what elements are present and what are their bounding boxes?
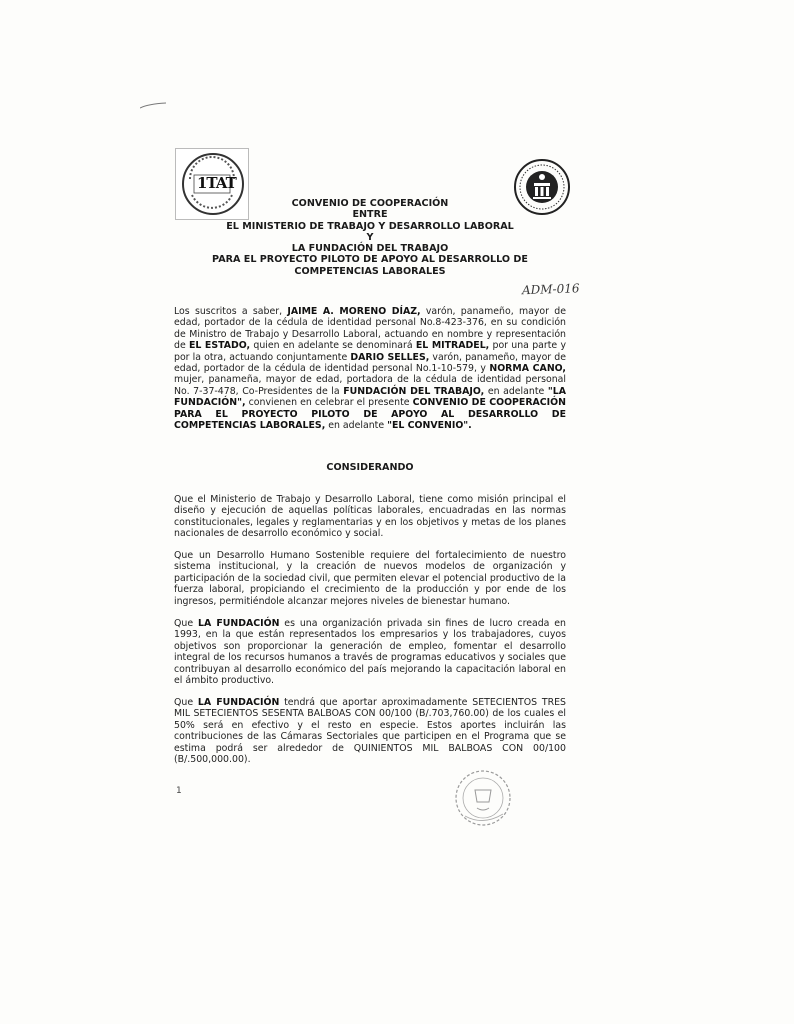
title-line: ENTRE [352, 209, 388, 221]
scan-artifact-icon [140, 102, 166, 110]
considerando-paragraph-3: Que LA FUNDACIÓN es una organización privada sin fines de lucro creada en 1993, en la que están representados los empresarios y los trabajadores, cuyos objetivos son proporcionar la generación de empleo, fomentar el desarrollo integral de los recursos humanos a través de programas educativos y sociales que contribuyan al desarrollo económico del país mejorando la capacitación laboral en el ámbito productivo. [174, 618, 566, 687]
title-line: CONVENIO DE COOPERACIÓN [291, 198, 449, 209]
fundacion-logo-icon: 1TAT [175, 148, 249, 220]
considerando-paragraph-1: Que el Ministerio de Trabajo y Desarrollo Laboral, tiene como misión principal el diseño y ejecución de aquellas políticas laborales, encuadradas en las normas constitucionales, legales y reglamentarias y en los objetivos y metas de los planes nacionales de desarrollo económico y social. [174, 494, 566, 540]
section-heading: CONSIDERANDO [326, 462, 414, 473]
considerando-paragraph-2: Que un Desarrollo Humano Sostenible requiere del fortalecimiento de nuestro sistema institucional, y la creación de nuevos modelos de organización y participación de la sociedad civil, que permiten elevar el potencial productivo de la fuerza laboral, propiciando el crecimiento de la producción y por ende de los ingresos, permitiéndole alcanzar mejores niveles de bienestar humano. [174, 550, 566, 607]
title-line: Y [366, 231, 374, 243]
title-line: EL MINISTERIO DE TRABAJO Y DESARROLLO LABORAL [226, 220, 514, 232]
title-line: PARA EL PROYECTO PILOTO DE APOYO AL DESARROLLO DE [212, 254, 528, 266]
handwritten-annotation: ADM-016 [521, 281, 580, 298]
title-line: LA FUNDACIÓN DEL TRABAJO [291, 243, 449, 255]
considerando-paragraph-4: Que LA FUNDACIÓN tendrá que aportar aproximadamente SETECIENTOS TRES MIL SETECIENTOS SESENTA BALBOAS CON 00/100 (B/.703,760.00) de los cuales el 50% será en efectivo y el resto en especie. Estos aportes incluirán las contribuciones de las Cámaras Sectoriales que participen en el Programa que se estima podrá ser alrededor de QUINIENTOS MIL BALBOAS CON 00/100 (B/.500,000.00). [174, 697, 566, 766]
title-line: COMPETENCIAS LABORALES [294, 265, 446, 277]
page-mark: 1 [176, 786, 182, 796]
document-title-block [200, 198, 540, 277]
intro-paragraph: Los suscritos a saber, JAIME A. MORENO DÍAZ, varón, panameño, mayor de edad, portador de la cédula de identidad personal No.8-423-376, en su condición de Ministro de Trabajo y Desarrollo Laboral, actuando en nombre y representación de EL ESTADO, quien en adelante se denominará EL MITRADEL, por una parte y por la otra, actuando conjuntamente DARIO SELLES, varón, panameño, mayor de edad, portador de la cédula de identidad personal No.1-10-579, y NORMA CANO, mujer, panameña, mayor de edad, portadora de la cédula de identidad personal No. 7-37-478, Co-Presidentes de la FUNDACIÓN DEL TRABAJO, en adelante "LA FUNDACIÓN", convienen en celebrar el presente CONVENIO DE COOPERACIÓN PARA EL PROYECTO PILOTO DE APOYO AL DESARROLLO DE COMPETENCIAS LABORALES, en adelante "EL CONVENIO". [174, 306, 567, 432]
round-stamp-icon [453, 768, 513, 828]
